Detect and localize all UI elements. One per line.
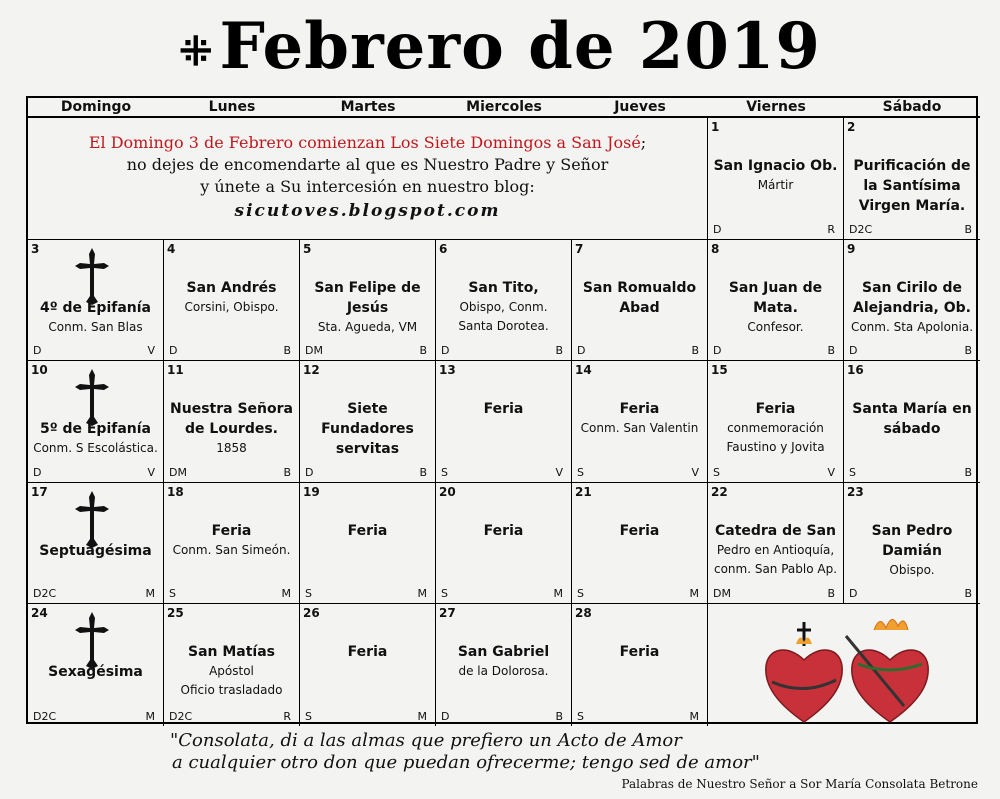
color-code: B — [964, 344, 972, 358]
day-number: 11 — [167, 363, 184, 378]
rank-code: S — [577, 587, 584, 601]
feast-info — [844, 156, 980, 216]
feast-title: San Pedro Damián — [871, 522, 953, 559]
color-code: V — [827, 465, 835, 479]
color-code: B — [419, 465, 427, 479]
rank-code: S — [713, 465, 720, 479]
feast-note: Oficio trasladado — [180, 683, 283, 698]
immaculate-heart-icon — [846, 620, 928, 723]
feast-title: 4º de Epifanía — [39, 299, 152, 316]
day-cell — [572, 604, 708, 726]
feast-note: Santa Dorotea. — [458, 318, 549, 333]
day-cell — [300, 240, 436, 362]
rank-code: D2C — [33, 587, 57, 601]
feast-info — [436, 642, 571, 681]
color-code: B — [964, 587, 972, 601]
rank-code: S — [305, 709, 312, 723]
day-header: Miercoles — [436, 98, 572, 118]
quote-credit: Palabras de Nuestro Señor a Sor María Consolata Betrone — [621, 777, 978, 791]
feast-title: 5º de Epifanía — [39, 421, 152, 438]
rank-code: D — [849, 344, 858, 358]
day-number: 3 — [31, 241, 40, 256]
feast-note: Apóstol — [209, 664, 254, 679]
feast-info — [572, 399, 707, 438]
rank-code: D2C — [169, 709, 193, 723]
day-number: 7 — [575, 241, 584, 256]
color-code: V — [691, 465, 699, 479]
color-code: B — [827, 344, 835, 358]
feast-note: Conm. Sta Apolonia. — [850, 319, 974, 334]
day-cell — [572, 361, 708, 483]
feast-title: Feria — [483, 522, 524, 539]
feast-title: Feria — [755, 401, 796, 418]
cross-icon — [72, 246, 112, 306]
day-number: 12 — [303, 363, 320, 378]
day-cell — [300, 604, 436, 726]
day-number: 5 — [303, 241, 312, 256]
day-number: 10 — [31, 363, 48, 378]
feast-title: Santa María en sábado — [852, 401, 972, 438]
feast-title: San Ignacio Ob. — [713, 158, 838, 174]
rank-code: D — [577, 344, 586, 358]
day-number: 15 — [711, 363, 728, 378]
feast-title: San Andrés — [186, 279, 277, 296]
day-cell — [300, 483, 436, 605]
feast-title: Sexagésima — [48, 664, 143, 681]
day-number: 6 — [439, 241, 448, 256]
day-cell — [844, 361, 980, 483]
feast-info — [708, 156, 843, 195]
rank-code: D — [441, 344, 450, 358]
rank-code: D — [441, 709, 450, 723]
rank-code: D — [713, 344, 722, 358]
feast-title: San Matías — [187, 644, 276, 661]
rank-code: D2C — [33, 709, 57, 723]
feast-info — [708, 521, 843, 579]
day-header: Domingo — [28, 98, 164, 118]
feast-title: San Cirilo de Alejandria, Ob. — [853, 279, 971, 316]
color-code: M — [145, 587, 155, 601]
feast-title: Septuagésima — [39, 542, 152, 559]
color-code: M — [417, 709, 427, 723]
day-cell — [572, 483, 708, 605]
color-code: M — [689, 587, 699, 601]
feast-note: de la Dolorosa. — [458, 664, 549, 679]
feast-note: Conm. San Simeón. — [172, 542, 291, 557]
color-code: B — [419, 344, 427, 358]
color-code: B — [555, 344, 563, 358]
cross-icon — [72, 489, 112, 549]
day-cell — [436, 604, 572, 726]
feast-info — [572, 278, 707, 318]
day-number: 21 — [575, 484, 592, 499]
blog-link[interactable]: sicutoves.blogspot.com — [234, 201, 501, 221]
rank-code: S — [169, 587, 176, 601]
day-number: 27 — [439, 606, 456, 621]
feast-note: Conm. San Valentin — [580, 421, 699, 436]
feast-note: Pedro en Antioquía, — [716, 542, 835, 557]
quote-line: a cualquier otro don que puedan ofrecerme; tengo sed de amor" — [172, 752, 760, 773]
color-code: R — [827, 222, 835, 236]
intro-punct: ; — [640, 133, 647, 152]
feast-info — [28, 541, 163, 561]
day-cell — [436, 240, 572, 362]
day-number: 25 — [167, 606, 184, 621]
rank-code: D — [305, 465, 314, 479]
feast-note: 1858 — [216, 441, 247, 456]
day-cell — [28, 361, 164, 483]
day-header: Jueves — [572, 98, 708, 118]
day-number: 9 — [847, 241, 856, 256]
day-number: 14 — [575, 363, 592, 378]
feast-note: Corsini, Obispo. — [184, 299, 279, 314]
feast-note: Obispo, Conm. — [459, 299, 548, 314]
feast-info — [436, 521, 571, 541]
day-cell — [844, 483, 980, 605]
color-code: B — [964, 222, 972, 236]
feast-info — [436, 399, 571, 419]
feast-title: San Gabriel — [457, 644, 550, 661]
day-header: Lunes — [164, 98, 300, 118]
day-cell — [436, 483, 572, 605]
cross-icon — [72, 367, 112, 427]
day-cell — [28, 240, 164, 362]
rank-code: D — [849, 587, 858, 601]
day-cell — [164, 240, 300, 362]
day-cell — [844, 240, 980, 362]
feast-info — [572, 642, 707, 662]
day-cell — [708, 240, 844, 362]
feast-info — [844, 399, 980, 439]
day-number: 20 — [439, 484, 456, 499]
feast-title: Feria — [619, 522, 660, 539]
feast-info — [436, 278, 571, 336]
feast-info — [708, 278, 843, 337]
day-number: 23 — [847, 484, 864, 499]
rank-code: DM — [305, 344, 323, 358]
feast-title: Siete Fundadores servitas — [321, 401, 414, 458]
feast-info — [300, 278, 435, 337]
day-cell — [164, 483, 300, 605]
day-number: 17 — [31, 484, 48, 499]
feast-info — [164, 399, 299, 458]
quote — [170, 730, 930, 774]
feast-title: Feria — [347, 522, 388, 539]
feast-note: Obispo. — [889, 562, 935, 577]
day-number: 16 — [847, 363, 864, 378]
day-header: Viernes — [708, 98, 844, 118]
day-number: 1 — [711, 120, 720, 134]
feast-info — [28, 298, 163, 337]
day-number: 24 — [31, 606, 48, 621]
color-code: V — [555, 465, 563, 479]
rank-code: S — [849, 465, 856, 479]
color-code: V — [147, 465, 155, 479]
rank-code: S — [305, 587, 312, 601]
feast-info — [300, 399, 435, 459]
day-header: Sábado — [844, 98, 980, 118]
cross-icon — [72, 610, 112, 670]
day-number: 13 — [439, 363, 456, 378]
feast-title: San Felipe de Jesús — [314, 279, 421, 316]
feast-title: San Juan de Mata. — [728, 279, 823, 316]
color-code: B — [691, 344, 699, 358]
day-cell — [708, 361, 844, 483]
color-code: R — [283, 709, 291, 723]
fleuron-icon: ⁜ — [179, 27, 214, 75]
day-number: 4 — [167, 241, 176, 256]
color-code: B — [827, 587, 835, 601]
color-code: M — [553, 587, 563, 601]
rank-code: D — [169, 344, 178, 358]
feast-info — [708, 399, 843, 457]
feast-title: San Romualdo Abad — [582, 279, 697, 316]
rank-code: S — [441, 587, 448, 601]
feast-info — [164, 278, 299, 317]
feast-note: conm. San Pablo Ap. — [713, 561, 838, 576]
feast-info — [572, 521, 707, 541]
day-number: 22 — [711, 484, 728, 499]
feast-info — [164, 521, 299, 560]
rank-code: DM — [713, 587, 731, 601]
feast-title: Feria — [347, 644, 388, 661]
color-code: B — [964, 465, 972, 479]
color-code: M — [281, 587, 291, 601]
color-code: M — [689, 709, 699, 723]
rank-code: D — [713, 222, 722, 236]
color-code: B — [283, 344, 291, 358]
intro-line: no dejes de encomendarte al que es Nuestro Padre y Señor — [126, 155, 609, 174]
feast-note: Mártir — [757, 178, 794, 192]
rank-code: DM — [169, 465, 187, 479]
rank-code: S — [441, 465, 448, 479]
day-cell — [300, 361, 436, 483]
rank-code: D2C — [849, 222, 873, 236]
feast-title: Feria — [619, 644, 660, 661]
feast-note: Conm. S Escolástica. — [33, 441, 158, 456]
day-cell — [28, 604, 164, 726]
quote-line: "Consolata, di a las almas que prefiero un Acto de Amor — [170, 730, 682, 751]
day-number: 26 — [303, 606, 320, 621]
sacred-heart-icon — [766, 622, 842, 722]
color-code: M — [417, 587, 427, 601]
day-cell — [28, 483, 164, 605]
day-number: 28 — [575, 606, 592, 621]
sacred-hearts-image — [708, 604, 980, 726]
day-header: Martes — [300, 98, 436, 118]
color-code: M — [145, 709, 155, 723]
day-number: 18 — [167, 484, 184, 499]
feast-info — [28, 419, 163, 458]
calendar-grid — [26, 96, 978, 724]
feast-info — [164, 642, 299, 700]
rank-code: S — [577, 709, 584, 723]
rank-code: S — [577, 465, 584, 479]
feast-info — [300, 521, 435, 541]
feast-note: conmemoración — [727, 421, 824, 436]
feast-title: Nuestra Señora de Lourdes. — [170, 401, 293, 438]
day-cell — [708, 118, 844, 240]
feast-info — [844, 521, 980, 580]
feast-title: Catedra de San — [714, 522, 837, 539]
color-code: V — [147, 344, 155, 358]
intro-line: y únete a Su intercesión en nuestro blog: — [200, 177, 535, 196]
day-cell — [436, 361, 572, 483]
day-cell — [572, 240, 708, 362]
day-number: 2 — [847, 120, 856, 134]
feast-note: Faustino y Jovita — [726, 440, 825, 455]
day-number: 19 — [303, 484, 320, 499]
color-code: B — [555, 709, 563, 723]
page-title: ⁜Febrero de 2019 — [179, 9, 821, 84]
feast-title: Feria — [483, 401, 524, 418]
feast-title: Purificación de la Santísima Virgen María. — [853, 158, 971, 214]
feast-note: Conm. San Blas — [48, 319, 143, 334]
rank-code: D — [33, 344, 42, 358]
intro-notice — [28, 118, 708, 240]
feast-title: San Tito, — [468, 279, 539, 296]
day-cell — [708, 483, 844, 605]
feast-info — [844, 278, 980, 337]
day-cell — [164, 604, 300, 726]
day-cell — [844, 118, 980, 240]
feast-title: Feria — [619, 401, 660, 418]
rank-code: D — [33, 465, 42, 479]
feast-note: Confesor. — [747, 319, 804, 334]
day-number: 8 — [711, 241, 720, 256]
feast-title: Feria — [211, 522, 252, 539]
feast-info — [28, 662, 163, 682]
feast-info — [300, 642, 435, 662]
day-cell — [164, 361, 300, 483]
color-code: B — [283, 465, 291, 479]
intro-highlight: El Domingo 3 de Febrero comienzan Los Siete Domingos a San José — [88, 133, 641, 152]
feast-note: Sta. Agueda, VM — [317, 319, 418, 334]
